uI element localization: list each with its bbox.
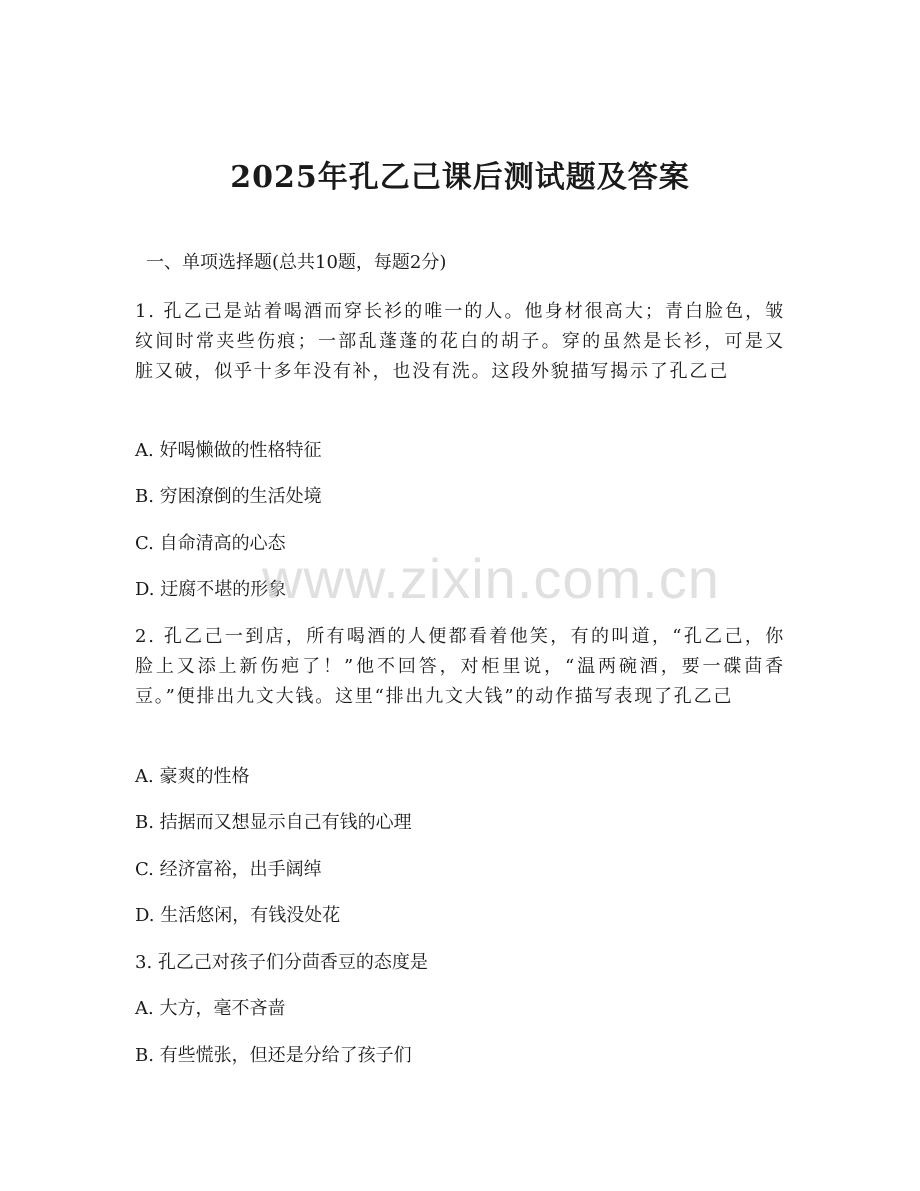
question-1-option-d: D. 迂腐不堪的形象 — [135, 579, 287, 600]
question-2-option-c: C. 经济富裕，出手阔绰 — [135, 859, 322, 880]
question-2-option-a: A. 豪爽的性格 — [135, 766, 250, 787]
section-heading: 一、单项选择题(总共10题，每题2分) — [146, 252, 447, 273]
document-title: 2025年孔乙己课后测试题及答案 — [230, 160, 690, 195]
watermark-text: www.zixin.com.cn — [262, 547, 720, 610]
question-1-option-b: B. 穷困潦倒的生活处境 — [135, 486, 322, 507]
question-3-option-a: A. 大方，毫不吝啬 — [135, 998, 286, 1019]
question-2-option-b: B. 拮据而又想显示自己有钱的心理 — [135, 812, 412, 833]
question-2-text: 2. 孔乙己一到店，所有喝酒的人便都看着他笑，有的叫道，“孔乙己，你脸上又添上新伤疤了！”他不回答，对柜里说，“温两碗酒，要一碟茴香豆。”便排出九文大钱。这里“排出九文大钱”的动作描写表现了孔乙己 — [135, 626, 785, 707]
question-3-text: 3. 孔乙己对孩子们分茴香豆的态度是 — [135, 952, 428, 973]
question-1-text: 1. 孔乙己是站着喝酒而穿长衫的唯一的人。他身材很高大；青白脸色，皱纹间时常夹些伤痕；一部乱蓬蓬的花白的胡子。穿的虽然是长衫，可是又脏又破，似乎十多年没有补，也没有洗。这段外貌描写揭示了孔乙己 — [135, 301, 785, 382]
question-3-option-b: B. 有些慌张，但还是分给了孩子们 — [135, 1045, 412, 1066]
question-1-option-c: C. 自命清高的心态 — [135, 533, 286, 554]
question-1-option-a: A. 好喝懒做的性格特征 — [135, 440, 322, 461]
question-2-option-d: D. 生活悠闲，有钱没处花 — [135, 905, 341, 926]
